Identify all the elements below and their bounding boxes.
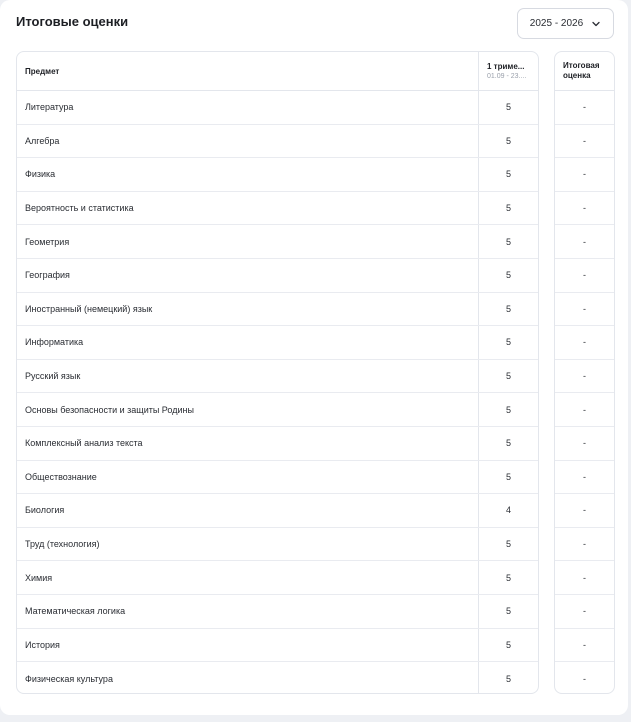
final-grade: - xyxy=(555,561,614,595)
table-row xyxy=(17,225,538,259)
table-row xyxy=(17,158,538,192)
chevron-down-icon xyxy=(591,19,601,29)
table-row xyxy=(17,293,538,327)
subject-name: Иностранный (немецкий) язык xyxy=(25,303,153,314)
subject-name: Вероятность и статистика xyxy=(25,203,134,214)
subject-name: Биология xyxy=(25,505,65,516)
term1-name: 1 триме... xyxy=(487,61,525,71)
final-grade: - xyxy=(555,225,614,259)
final-grade: - xyxy=(555,360,614,394)
table-row xyxy=(17,494,538,528)
subject-name: Физика xyxy=(25,169,56,180)
subject-name: Геометрия xyxy=(25,236,70,247)
final-grade: - xyxy=(555,494,614,528)
subject-name: Математическая логика xyxy=(25,606,126,617)
subject-name: Русский язык xyxy=(25,371,81,382)
term1-grade[interactable]: 4 xyxy=(478,494,538,527)
term1-grade[interactable]: 5 xyxy=(478,629,538,662)
final-grade: - xyxy=(555,259,614,293)
term1-grade[interactable]: 5 xyxy=(478,259,538,292)
table-row xyxy=(17,427,538,461)
subject-name: Обществознание xyxy=(25,471,97,482)
table-row xyxy=(17,595,538,629)
term1-grade[interactable]: 5 xyxy=(478,158,538,191)
subject-name: Основы безопасности и защиты Родины xyxy=(25,404,194,415)
final-grade: - xyxy=(555,427,614,461)
term1-grade[interactable]: 5 xyxy=(478,360,538,393)
subject-column-header: Предмет xyxy=(25,66,60,76)
term1-grade[interactable]: 5 xyxy=(478,225,538,258)
final-grade: - xyxy=(555,393,614,427)
subject-name: Химия xyxy=(25,572,53,583)
table-row xyxy=(17,91,538,125)
table-row xyxy=(17,461,538,495)
final-grade: - xyxy=(555,461,614,495)
subject-name: Труд (технология) xyxy=(25,539,100,550)
final-grade-table xyxy=(554,51,615,694)
final-grade: - xyxy=(555,125,614,159)
term1-grade[interactable]: 5 xyxy=(478,293,538,326)
academic-year-select[interactable] xyxy=(517,8,614,39)
table-row xyxy=(17,393,538,427)
final-grade: - xyxy=(555,158,614,192)
term1-column-header[interactable] xyxy=(478,52,538,90)
table-row xyxy=(17,125,538,159)
final-grade: - xyxy=(555,629,614,663)
term1-grade[interactable]: 5 xyxy=(478,192,538,225)
subject-name: История xyxy=(25,639,60,650)
final-grade: - xyxy=(555,528,614,562)
term1-grade[interactable]: 5 xyxy=(478,91,538,124)
final-grade: - xyxy=(555,293,614,327)
subject-name: Физическая культура xyxy=(25,673,113,684)
subject-name: Алгебра xyxy=(25,135,60,146)
academic-year-value: 2025 - 2026 xyxy=(529,18,584,29)
table-row xyxy=(17,629,538,663)
grades-table-header xyxy=(17,52,538,91)
term1-grade[interactable]: 5 xyxy=(478,595,538,628)
subject-name: Литература xyxy=(25,102,74,113)
table-row xyxy=(17,360,538,394)
table-row xyxy=(17,192,538,226)
table-row xyxy=(17,662,538,694)
term1-grade[interactable]: 5 xyxy=(478,662,538,694)
table-row xyxy=(17,326,538,360)
table-row xyxy=(17,561,538,595)
table-row xyxy=(17,528,538,562)
term1-grade[interactable]: 5 xyxy=(478,461,538,494)
term1-grade[interactable]: 5 xyxy=(478,528,538,561)
subject-name: Комплексный анализ текста xyxy=(25,438,143,449)
subject-name: Информатика xyxy=(25,337,84,348)
grades-table xyxy=(16,51,539,694)
term1-grade[interactable]: 5 xyxy=(478,561,538,594)
final-grade-column-header: Итоговая оценка xyxy=(555,52,614,91)
page-title: Итоговые оценки xyxy=(16,14,129,29)
term1-grade[interactable]: 5 xyxy=(478,427,538,460)
term1-grade[interactable]: 5 xyxy=(478,125,538,158)
final-grade: - xyxy=(583,673,586,684)
final-grade: - xyxy=(555,192,614,226)
term1-grade[interactable]: 5 xyxy=(478,393,538,426)
final-grade: - xyxy=(555,595,614,629)
final-grade: - xyxy=(555,91,614,125)
term1-grade[interactable]: 5 xyxy=(478,326,538,359)
table-row xyxy=(17,259,538,293)
term1-dates: 01.09 - 23.... xyxy=(487,72,527,80)
final-grade: - xyxy=(555,326,614,360)
subject-name: География xyxy=(25,270,70,281)
